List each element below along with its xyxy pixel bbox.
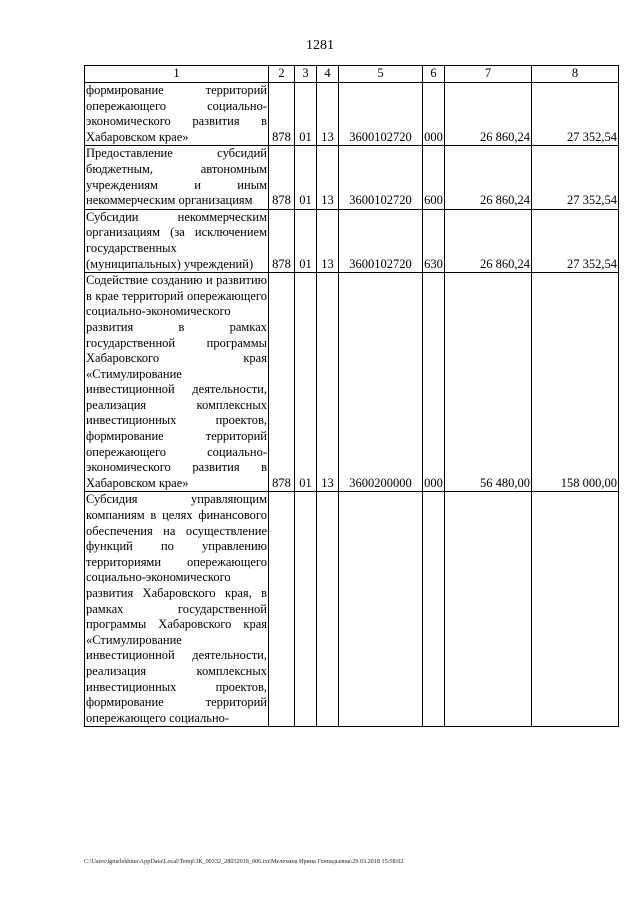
row-name: Субсидия управляющим компаниям в целях финансового обеспечения на осуществление функций по управлению территориями опережающего социально-экономического развития Хабаровского края, в рамках государственной программы Хабаровского края «Стимулирование инвестиционной деятельности, реализация комплексных инвестиционных проектов, формирование территорий опережающего социально- [85, 492, 269, 727]
cell-amount-1 [445, 492, 532, 727]
table-row [85, 83, 619, 146]
column-header: 4 [317, 66, 339, 83]
cell-ministry: 878 [269, 273, 295, 492]
cell-subsection: 13 [317, 146, 339, 209]
cell-amount-1: 26 860,24 [445, 209, 532, 272]
column-header: 2 [269, 66, 295, 83]
row-name: Предоставление субсидий бюджетным, автономным учреждениям и иным некоммерческим организациям [85, 146, 269, 209]
cell-amount-2: 27 352,54 [532, 209, 619, 272]
cell-subsection: 13 [317, 273, 339, 492]
column-header: 5 [339, 66, 423, 83]
cell-amount-2 [532, 492, 619, 727]
cell-target-article: 3600200000 [339, 273, 423, 492]
cell-expense-type: 630 [423, 209, 445, 272]
cell-subsection: 13 [317, 209, 339, 272]
cell-expense-type [423, 492, 445, 727]
cell-section: 01 [295, 146, 317, 209]
row-name: Содействие созданию и развитию в крае территорий опережающего социально-экономического развития в рамках государственной программы Хабаровского края «Стимулирование инвестиционной деятельности, реализация комплексных инвестиционных проектов, формирование территорий опережающего социально-экономического развития в Хабаровском крае» [85, 273, 269, 492]
row-name: формирование территорий опережающего социально-экономического развития в Хабаровском крае» [85, 83, 269, 146]
page-number: 1281 [306, 38, 334, 53]
cell-amount-2: 27 352,54 [532, 146, 619, 209]
cell-target-article: 3600102720 [339, 209, 423, 272]
header-row [85, 66, 619, 83]
column-header: 1 [85, 66, 269, 83]
cell-ministry [269, 492, 295, 727]
table-row [85, 273, 619, 492]
cell-ministry: 878 [269, 209, 295, 272]
cell-expense-type: 600 [423, 146, 445, 209]
column-header: 7 [445, 66, 532, 83]
cell-amount-1: 56 480,00 [445, 273, 532, 492]
row-name: Субсидии некоммерческим организациям (за исключением государственных (муниципальных) учреждений) [85, 209, 269, 272]
table-row [85, 146, 619, 209]
cell-subsection [317, 492, 339, 727]
budget-table [84, 65, 619, 727]
cell-amount-1: 26 860,24 [445, 83, 532, 146]
column-header: 6 [423, 66, 445, 83]
column-header: 8 [532, 66, 619, 83]
cell-section: 01 [295, 209, 317, 272]
cell-expense-type: 000 [423, 83, 445, 146]
cell-section: 01 [295, 273, 317, 492]
cell-ministry: 878 [269, 146, 295, 209]
cell-amount-2: 158 000,00 [532, 273, 619, 492]
cell-amount-2: 27 352,54 [532, 83, 619, 146]
column-header: 3 [295, 66, 317, 83]
cell-expense-type: 000 [423, 273, 445, 492]
cell-target-article: 3600102720 [339, 83, 423, 146]
file-path-footer: C:\Users\igmelekhina\AppData\Local\Temp\ЗК_00332_28032018_006.txt\Мелехина Ирина Геннадьевна\29.03.2018 15:58:02 [84, 858, 404, 865]
cell-section [295, 492, 317, 727]
cell-target-article: 3600102720 [339, 146, 423, 209]
cell-amount-1: 26 860,24 [445, 146, 532, 209]
cell-target-article [339, 492, 423, 727]
cell-section: 01 [295, 83, 317, 146]
table-row [85, 209, 619, 272]
cell-subsection: 13 [317, 83, 339, 146]
table-row [85, 492, 619, 727]
cell-ministry: 878 [269, 83, 295, 146]
